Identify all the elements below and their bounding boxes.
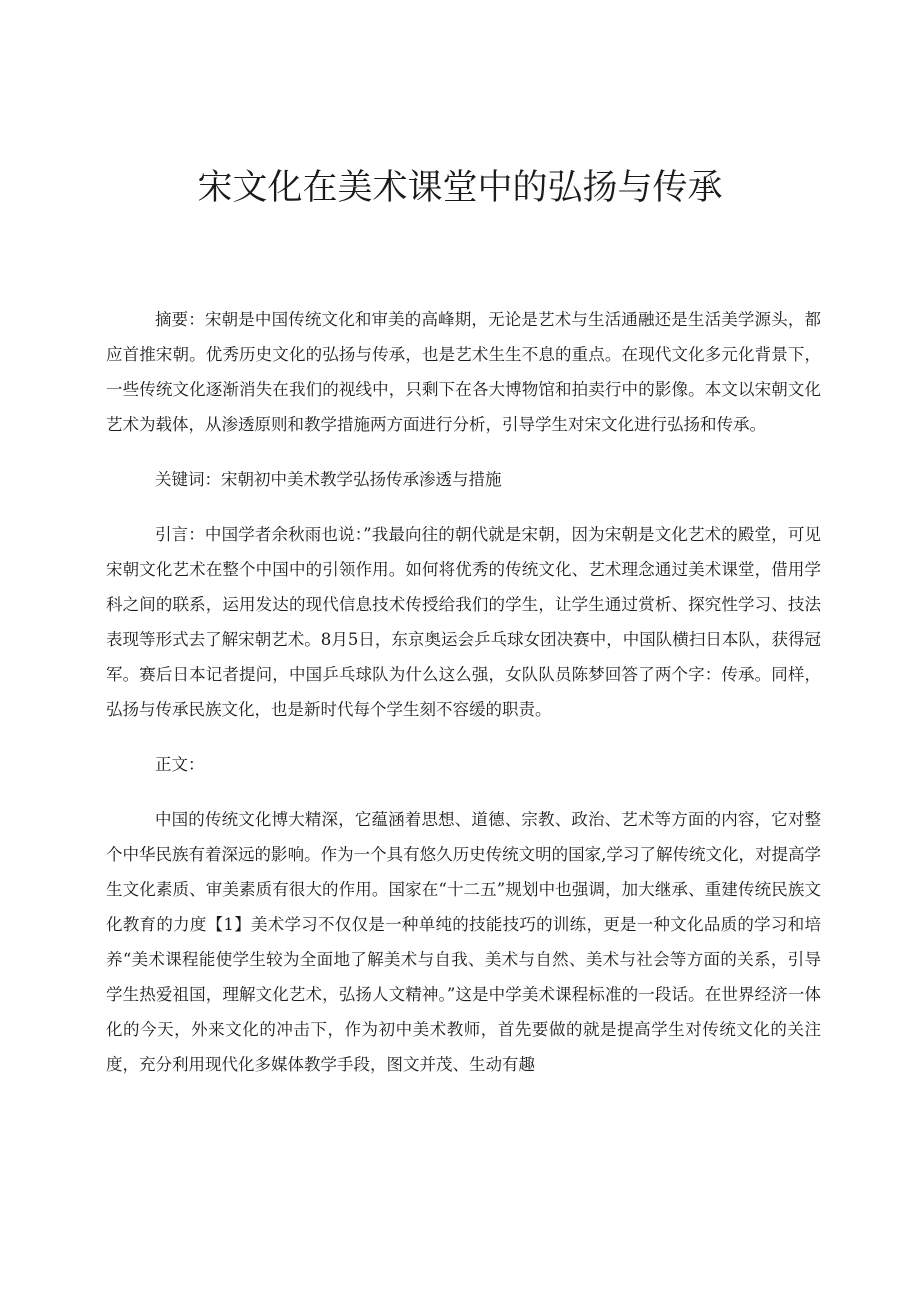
- paragraph-gap: [106, 782, 821, 802]
- body-paragraph: 中国的传统文化博大精深，它蕴涵着思想、道德、宗教、政治、艺术等方面的内容，它对整个中华民族有着深远的影响。作为一个具有悠久历史传统文明的国家,学习了解传统文化，对提高学生文化素质、审美素质有很大的作用。国家在“十二五”规划中也强调，加大继承、重建传统民族文化教育的力度【1】美术学习不仅仅是一种单纯的技能技巧的训练，更是一种文化品质的学习和培养“美术课程能使学生较为全面地了解美术与自我、美术与自然、美术与社会等方面的关系，引导学生热爱祖国，理解文化艺术，弘扬人文精神。”这是中学美术课程标准的一段话。在世界经济一体化的今天，外来文化的冲击下，作为初中美术教师，首先要做的就是提高学生对传统文化的关注度，充分利用现代化多媒体教学手段，图文并茂、生动有趣: [106, 810, 821, 1074]
- paragraph-gap: [106, 727, 821, 747]
- abstract-paragraph: 摘要：宋朝是中国传统文化和审美的高峰期，无论是艺术与生活通融还是生活美学源头，都应首推宋朝。优秀历史文化的弘扬与传承，也是艺术生生不息的重点。在现代文化多元化背景下，一些传统文化逐渐消失在我们的视线中，只剩下在各大博物馆和拍卖行中的影像。本文以宋朝文化艺术为载体，从渗透原则和教学措施两方面进行分析，引导学生对宋文化进行弘扬和传承。: [106, 310, 821, 434]
- body-heading: 正文：: [155, 755, 205, 774]
- paragraph-gap: [106, 497, 821, 517]
- document-title: 宋文化在美术课堂中的弘扬与传承: [197, 168, 723, 208]
- introduction-paragraph: 引言：中国学者余秋雨也说：”我最向往的朝代就是宋朝，因为宋朝是文化艺术的殿堂，可见宋朝文化艺术在整个中国中的引领作用。如何将优秀的传统文化、艺术理念通过美术课堂，借用学科之间的联系，运用发达的现代信息技术传授给我们的学生，让学生通过赏析、探究性学习、技法表现等形式去了解宋朝艺术。8月5日，东京奥运会乒乓球女团决赛中，中国队横扫日本队，获得冠军。赛后日本记者提问，中国乒乓球队为什么这么强，女队队员陈梦回答了两个字：传承。同样，弘扬与传承民族文化，也是新时代每个学生刻不容缓的职责。: [106, 525, 821, 719]
- document-body: [106, 302, 821, 1082]
- paragraph-gap: [106, 442, 821, 462]
- keywords-paragraph: 关键词：宋朝初中美术教学弘扬传承渗透与措施: [155, 470, 502, 489]
